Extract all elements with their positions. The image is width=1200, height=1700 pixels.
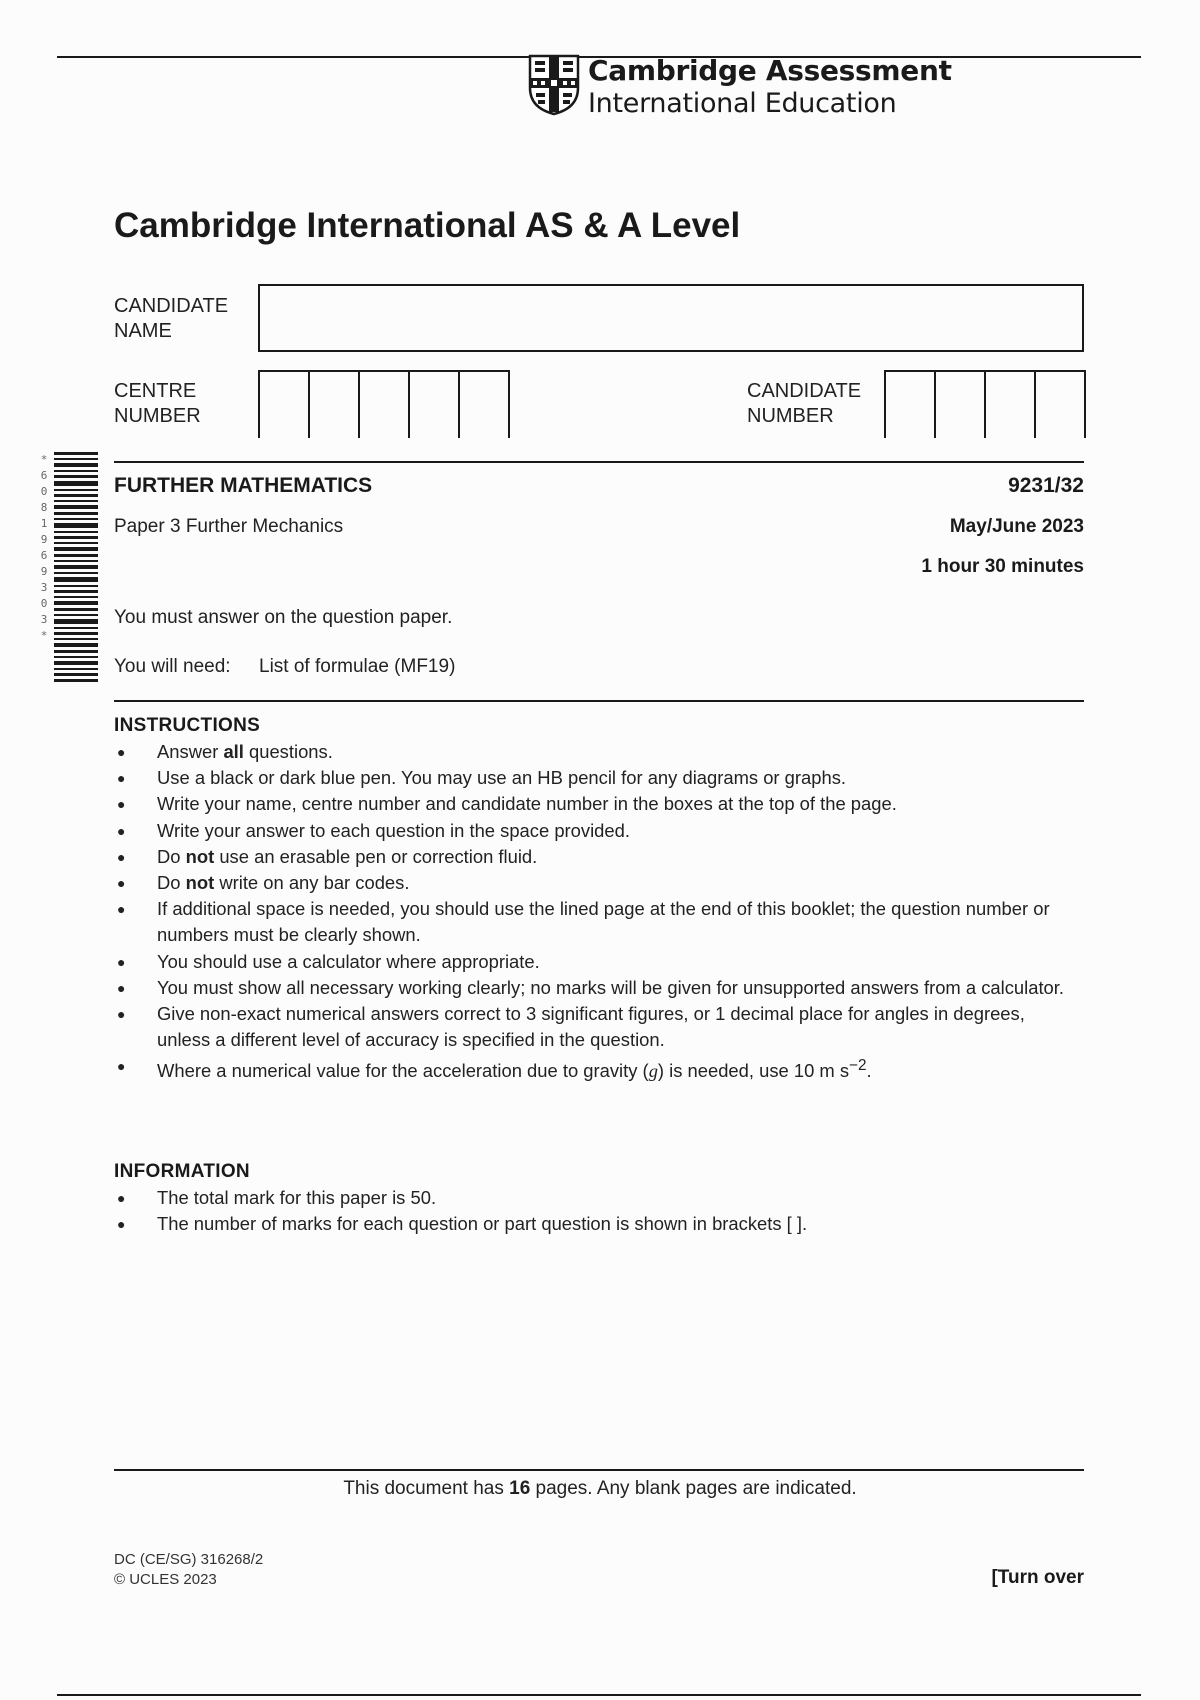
instruction-item <box>114 949 1074 975</box>
logo-line-2: International Education <box>588 88 897 119</box>
document-reference: DC (CE/SG) 316268/2 © UCLES 2023 <box>114 1551 264 1588</box>
candidate-number-box[interactable] <box>1036 372 1086 438</box>
candidate-name-label: CANDIDATE NAME <box>114 295 229 342</box>
bullet-icon: ● <box>117 744 126 760</box>
logo-line-1: Cambridge Assessment <box>588 54 952 87</box>
logo-text <box>588 54 952 120</box>
candidate-number-box[interactable] <box>936 372 986 438</box>
centre-number-box[interactable] <box>360 372 410 438</box>
information-text: The number of marks for each question or part question is shown in brackets [ ]. <box>157 1213 808 1235</box>
instruction-text: You should use a calculator where appropriate. <box>157 950 540 972</box>
instruction-item <box>114 765 1074 791</box>
centre-number-field[interactable] <box>258 370 510 438</box>
need-value: List of formulae (MF19) <box>259 656 456 677</box>
university-crest-icon <box>528 54 580 116</box>
instruction-item <box>114 1001 1074 1053</box>
instruction-text: . <box>866 1060 872 1082</box>
centre-number-box[interactable] <box>260 372 310 438</box>
instruction-text: Do <box>157 845 186 867</box>
instruction-emphasis: all <box>223 741 244 762</box>
candidate-number-box[interactable] <box>886 372 936 438</box>
answer-note: You must answer on the question paper. <box>114 607 453 628</box>
exam-session: May/June 2023 <box>949 516 1084 537</box>
instruction-text: Write your answer to each question in the space provided. <box>157 819 630 841</box>
instruction-item <box>114 975 1074 1001</box>
exam-duration: 1 hour 30 minutes <box>921 556 1084 577</box>
information-text: The total mark for this paper is 50. <box>157 1187 437 1208</box>
instructions-heading: INSTRUCTIONS <box>114 715 261 736</box>
instruction-text: Give non-exact numerical answers correct to 3 significant figures, or 1 decimal place for angles in degrees, unless a different level of accuracy is specified in the question. <box>157 1003 1025 1051</box>
information-list <box>114 1185 1074 1237</box>
footer-rule <box>114 1469 1084 1471</box>
gravity-symbol: g <box>648 1061 658 1082</box>
barcode-digit-text: *6081969303* <box>40 453 48 642</box>
instruction-text: Write your name, centre number and candidate number in the boxes at the top of the page. <box>157 793 897 815</box>
centre-number-box[interactable] <box>410 372 460 438</box>
instructions-list <box>114 739 1074 1085</box>
bullet-icon: ● <box>117 1190 126 1206</box>
instruction-text: If additional space is needed, you should use the lined page at the end of this booklet; the question number or numbers must be clearly shown. <box>157 898 1050 946</box>
barcode-digits <box>38 452 50 644</box>
centre-number-box[interactable] <box>460 372 510 438</box>
subject-title: FURTHER MATHEMATICS <box>114 474 373 497</box>
candidate-number-box[interactable] <box>986 372 1036 438</box>
bullet-icon: ● <box>117 822 126 839</box>
subject-rule <box>114 461 1084 463</box>
page-count-pre: This document has <box>343 1478 510 1499</box>
qualification-title: Cambridge International AS & A Level <box>114 206 741 245</box>
information-heading: INFORMATION <box>114 1161 250 1182</box>
candidate-number-field[interactable] <box>884 370 1086 438</box>
bullet-icon: ● <box>117 1058 126 1075</box>
instruction-text: Answer <box>157 741 224 762</box>
page-count-note <box>0 1478 1200 1500</box>
bottom-rule <box>57 1694 1141 1696</box>
bullet-icon: ● <box>117 979 126 996</box>
instruction-item <box>114 896 1074 948</box>
bullet-icon: ● <box>117 1216 126 1233</box>
bullet-icon: ● <box>117 1006 126 1023</box>
need-label: You will need: <box>114 656 231 677</box>
bullet-icon: ● <box>117 770 126 787</box>
centre-number-label: CENTRE NUMBER <box>114 380 201 427</box>
bullet-icon: ● <box>117 875 126 892</box>
instruction-emphasis: not <box>185 872 215 894</box>
instruction-item <box>114 818 1074 844</box>
instruction-text: Use a black or dark blue pen. You may use an HB pencil for any diagrams or graphs. <box>157 767 847 789</box>
bullet-icon: ● <box>117 796 126 813</box>
syllabus-code: 9231/32 <box>1008 474 1084 497</box>
instruction-item <box>114 791 1074 817</box>
instruction-item <box>114 844 1074 870</box>
instruction-item <box>114 870 1074 896</box>
instruction-text: Do <box>157 872 186 894</box>
turn-over: [Turn over <box>991 1567 1084 1588</box>
instruction-emphasis: not <box>185 845 215 867</box>
bullet-icon: ● <box>117 953 126 970</box>
instruction-text: Where a numerical value for the acceleration due to gravity ( <box>157 1060 649 1082</box>
page-count-post: pages. Any blank pages are indicated. <box>530 1478 857 1499</box>
instruction-text: use an erasable pen or correction fluid. <box>214 845 538 867</box>
bullet-icon: ● <box>117 901 126 918</box>
page-count: 16 <box>509 1478 531 1499</box>
instruction-text: You must show all necessary working clearly; no marks will be given for unsupported answers from a calculator. <box>157 976 1065 998</box>
information-item <box>114 1185 1074 1211</box>
candidate-name-field[interactable] <box>258 284 1084 352</box>
instructions-rule <box>114 700 1084 702</box>
bullet-icon: ● <box>117 848 126 865</box>
instruction-item <box>114 1053 1074 1084</box>
candidate-number-label: CANDIDATE NUMBER <box>747 380 862 427</box>
cambridge-logo <box>528 54 952 120</box>
gravity-exponent: −2 <box>849 1057 867 1075</box>
instruction-text: write on any bar codes. <box>214 872 410 894</box>
paper-title: Paper 3 Further Mechanics <box>114 516 344 537</box>
instruction-item <box>114 739 1074 765</box>
instruction-text: ) is needed, use 10 m s <box>657 1060 850 1082</box>
information-item <box>114 1211 1074 1237</box>
centre-number-box[interactable] <box>310 372 360 438</box>
barcode <box>54 452 98 682</box>
instruction-text: questions. <box>243 741 333 762</box>
